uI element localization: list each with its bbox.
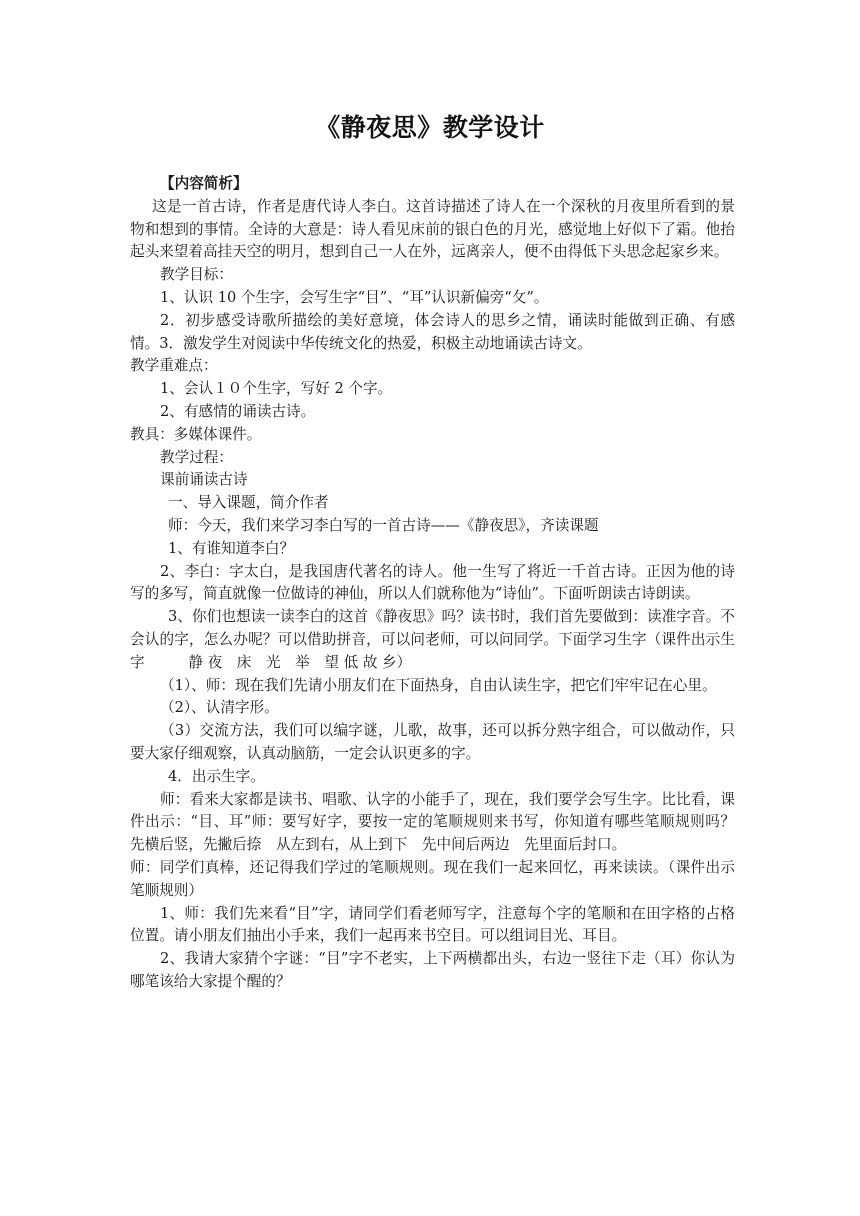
paragraph-process-label: 教学过程：: [160, 448, 233, 466]
paragraph-write-mu: 1、师：我们先来看“目”字，请同学们看老师写字，注意每个字的笔顺和在田字格的占格位置。请小朋友们抽出小手来，我们一起再来书空目。可以组词目光、耳目。: [130, 904, 735, 945]
paragraph-content-summary: 这是一首古诗，作者是唐代诗人李白。这首诗描述了诗人在一个深秋的月夜里所看到的景物和想到的事情。全诗的大意是：诗人看见床前的银白色的月光，感觉地上好似下了霜。他抬起头来望着高挂天空的明月，想到自己一人在外，远离亲人，便不由得低下头思念起家乡来。: [130, 197, 735, 261]
paragraph-goal-2: 2．初步感受诗歌所描绘的美好意境，体会诗人的思乡之情，诵读时能做到正确、有感情。3．激发学生对阅读中华传统文化的热爱，积极主动地诵读古诗文。: [130, 311, 735, 352]
paragraph-key-point-1: 1、会认１０个生字，写好 2 个字。: [160, 380, 393, 398]
paragraph-stroke-order: 师：看来大家都是读书、唱歌、认字的小能手了，现在，我们要学会写生字。比比看，课件出示：“目、耳”师：要写好字，要按一定的笔顺规则来书写，你知道有哪些笔顺规则吗？ 先横后竖，先撇后捺 从左到右，从上到下 先中间后两边 先里面后封口。: [130, 790, 750, 854]
paragraph-new-characters: 3、你们也想读一读李白的这首《静夜思》吗？读书时，我们首先要做到：读准字音。不会认的字，怎么办呢？可以借助拼音，可以问老师，可以问同学。下面学习生字（课件出示生字 静 夜 床 光 举 望 低 故 乡）: [130, 608, 735, 671]
paragraph-pre-class-reading: 课前诵读古诗: [160, 471, 248, 489]
paragraph-question-1: 1、有谁知道李白？: [168, 539, 295, 557]
document-title: 《静夜思》教学设计: [315, 113, 545, 142]
section-heading: 【内容简析】: [160, 175, 248, 192]
document-body: [130, 173, 750, 994]
paragraph-exchange-methods: （3）交流方法，我们可以编字谜，儿歌，故事，还可以拆分熟字组合，可以做动作，只要大家仔细观察，认真动脑筋，一定会认识更多的字。: [130, 722, 735, 762]
paragraph-recognize-shape: （2）、认清字形。: [160, 699, 279, 717]
paragraph-recall-rules: 师：同学们真棒，还记得我们学过的笔顺规则。现在我们一起来回忆，再来读读。（课件出示笔顺规则）: [130, 858, 735, 899]
paragraph-goals-label: 教学目标：: [160, 266, 233, 284]
paragraph-riddle: 2、我请大家猜个字谜：“目”字不老实，上下两横都出头，右边一竖往下走（耳）你认为哪笔该给大家提个醒的？: [130, 950, 735, 990]
paragraph-teaching-aids: 教具：多媒体课件。: [130, 425, 262, 443]
paragraph-show-characters: 4．出示生字。: [168, 767, 265, 785]
paragraph-about-li-bai: 2、李白：字太白，是我国唐代著名的诗人。他一生写了将近一千首古诗。正因为他的诗写的多写，简直就像一位做诗的神仙，所以人们就称他为“诗仙”。下面听朗读古诗朗读。: [130, 562, 735, 603]
paragraph-warm-up: （1）、师：现在我们先请小朋友们在下面热身，自由认读生字，把它们牢牢记在心里。: [160, 676, 717, 694]
paragraph-key-points-label: 教学重难点：: [130, 357, 218, 375]
paragraph-step-1-heading: 一、导入课题，简介作者: [168, 494, 329, 512]
paragraph-key-point-2: 2、有感情的诵读古诗。: [160, 402, 316, 420]
paragraph-teacher-intro: 师：今天，我们来学习李白写的一首古诗——《静夜思》，齐读课题: [168, 516, 599, 534]
paragraph-goal-1: 1、认识 10 个生字，会写生字“目”、“耳”认识新偏旁“攵”。: [160, 288, 549, 306]
